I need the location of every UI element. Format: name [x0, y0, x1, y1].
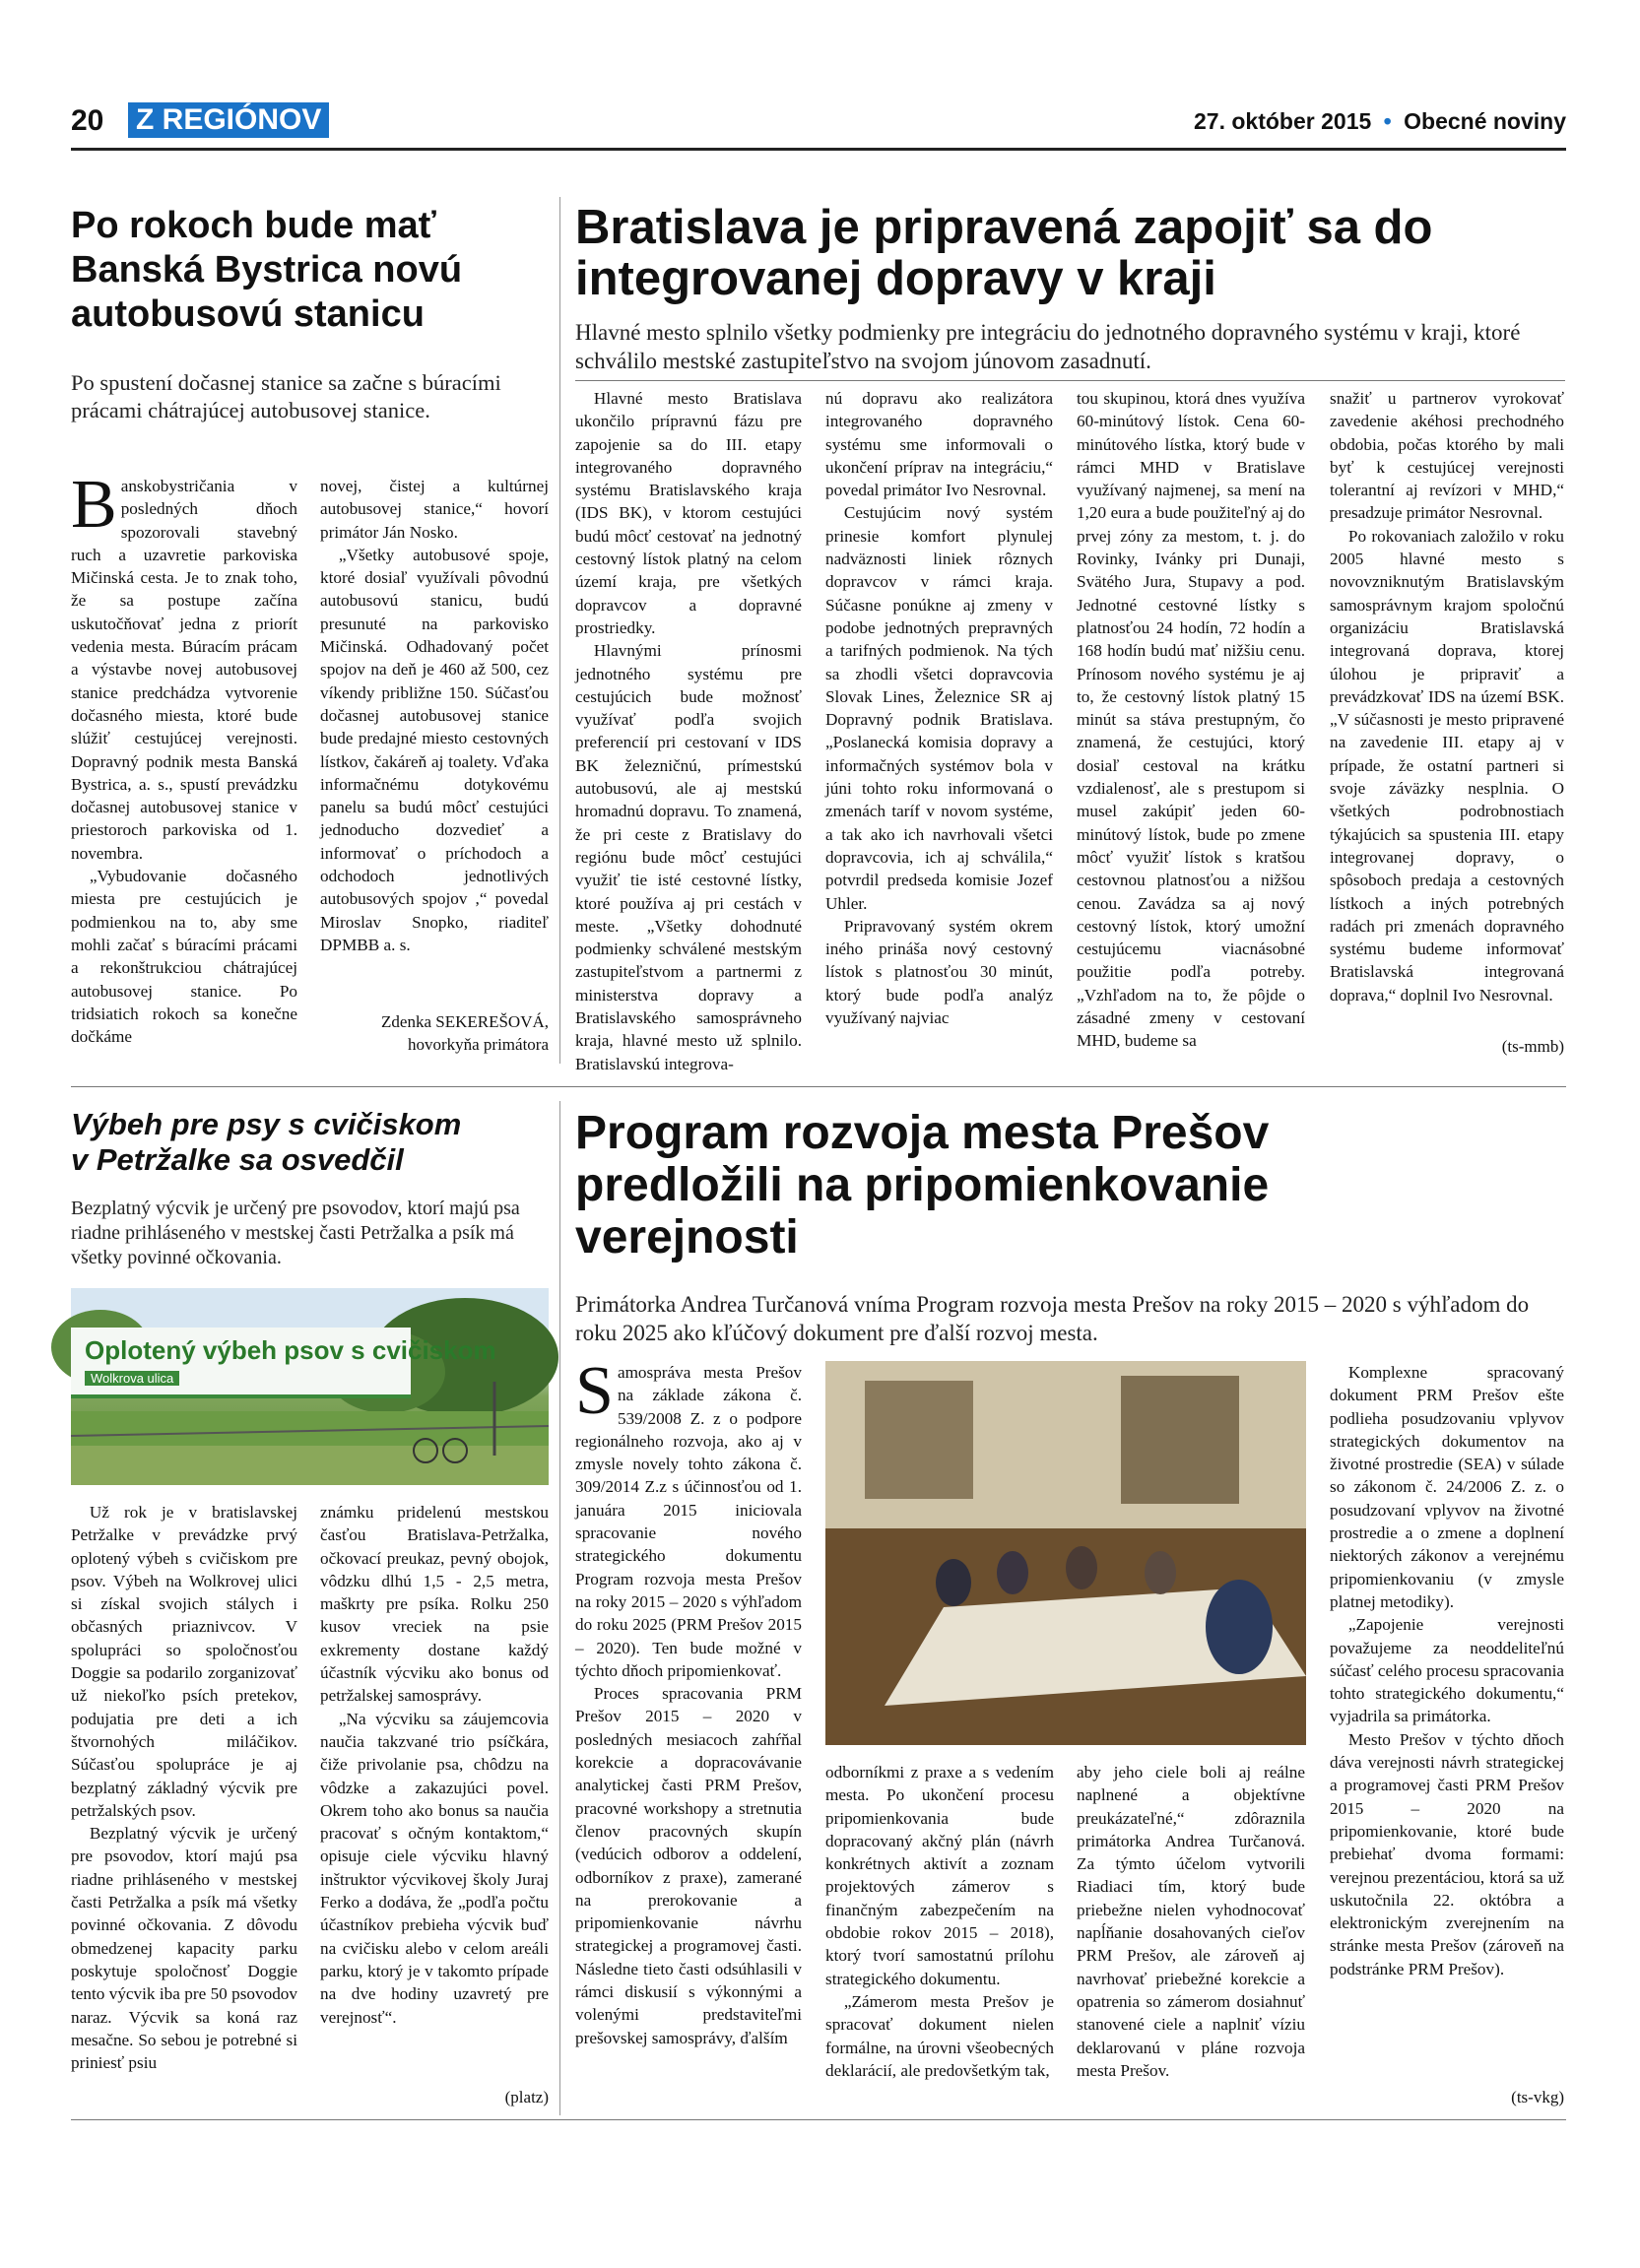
banner-title: Oplotený výbeh psov s cvičiskom — [85, 1335, 496, 1365]
article4-paragraph: aby jeho ciele boli aj reálne naplnené a objektívne preukázateľné,“ zdôraznila primátorka Andrea Turčanová. Za týmto účelom vytvorili Riadiaci tím, ktorý bude priebežne nielen vyhodnocovať napĺňanie dosahovaných cieľov PRM Prešov, ale zároveň aj navrhovať priebežné korekcie a opatrenia so zámerom dosiahnuť stanovené ciele a naplniť víziu deklarovanú v pláne rozvoja mesta Prešov. — [1077, 1763, 1305, 2080]
article4-headline: Program rozvoja mesta Prešov predložili na pripomienkovanie verejnosti — [575, 1107, 1270, 1264]
person — [936, 1559, 971, 1606]
article3-lead: Bezplatný výcvik je určený pre psovodov, ktorí majú psa riadne prihláseného v mestskej časti Petržalka a psík má všetky povinné očkovania. — [71, 1198, 520, 1268]
article2-lead: Hlavné mesto splnilo všetky podmienky pre integráciu do jednotného dopravného systému v kraji, ktoré schválilo mestské zastupiteľstvo na svojom júnovom zasadnutí. — [575, 320, 1521, 373]
article4-photo — [825, 1361, 1306, 1745]
article2-paragraph: Cestujúcim nový systém prinesie komfort plynulej nadväznosti liniek rôznych dopravcov v rámci kraja. Súčasne ponúkne aj zmeny v podobe jednotných prepravných a tarifných podmienok. Na tých sa zhodli všetci dopravcovia Slovak Lines, Železnice SR aj Dopravný podnik Bratislava. „Poslanecká komisia dopravy a informačných systémov bola v júni tohto roku informovaná o zmenách taríf v novom systéme, a tak ako ich navrhovali všetci dopravcovia, ich aj schválila,“ potvrdil predseda komisie Jozef Uhler. — [825, 503, 1053, 913]
article4-paragraph: „Zapojenie verejnosti považujeme za neoddeliteľnú súčasť celého procesu spracovania tohto strategického dokumentu,“ vyjadrila sa primátorka. — [1330, 1615, 1564, 1726]
article4-column-2 — [825, 1761, 1054, 2115]
article3-photo — [71, 1288, 549, 1485]
article4-paragraph: „Zámerom mesta Prešov je spracovať dokument nielen formálne, na úrovni všeobecných deklarácií, ale predovšetkým tak, — [825, 1991, 1054, 2080]
header-rule — [71, 148, 1566, 151]
article4-lead: Primátorka Andrea Turčanová vníma Program rozvoja mesta Prešov na roky 2015 – 2020 s výhľadom do roku 2025 ako kľúčový dokument pre ďalší rozvoj mesta. — [575, 1292, 1530, 1345]
column-divider — [559, 197, 560, 1064]
path — [71, 1446, 549, 1485]
article1-signature — [320, 1010, 549, 1056]
article3-paragraph: „Na výcviku sa záujemcovia naučia takzvané trio psíčkára, čiže privolanie psa, chôdzu na vôdzke a zakazujúci povel. Okrem toho ako bonus sa naučia pracovať s očným kontaktom,“ opisuje ciele výcviku hlavný inštruktor výcvikovej školy Juraj Ferko a dodáva, že „podľa počtu účastníkov prebieha výcvik buď na cvičisku alebo v celom areáli parku, ktorý je v takomto prípade na dve hodiny uzavretý pre verejnosť“. — [320, 1709, 549, 2027]
person — [1066, 1546, 1097, 1589]
person — [1145, 1551, 1176, 1594]
article2-signature: (ts-mmb) — [1501, 1037, 1564, 1056]
article3-column-2 — [320, 1501, 549, 2082]
bullet-separator: • — [1383, 108, 1392, 134]
article3-paragraph: Bezplatný výcvik je určený pre psovodov, ktorí majú psa riadne prihláseného v mestskej časti Petržalka a psík má všetky povinné očkovania. Z dôvodu obmedzenej kapacity parku poskytuje spoločnosť Doggie tento výcvik iba pre 50 psovodov naraz. Výcvik sa koná raz mesačne. So sebou je potrebné si priniesť psiu — [71, 1824, 297, 2073]
article4-paragraph: Proces spracovania PRM Prešov 2015 – 2020 v posledných mesiacoch zahŕňal korekcie a dopracovávanie analytickej časti PRM Prešov, pracovné workshopy a stretnutia členov pracovných skupín (vedúcich odborov a oddelení, odborníkov z praxe), zamerané na prerokovanie a pripomienkovanie návrhu strategickej a programovej časti. Následne tieto časti odsúhlasili v rámci diskusií s výkonnými a volenými predstaviteľmi prešovskej samosprávy, ďalším — [575, 1684, 802, 2047]
meeting-room-scene — [825, 1361, 1306, 1745]
article4-signature: (ts-vkg) — [1511, 2088, 1564, 2106]
article4-paragraph: Mesto Prešov v týchto dňoch dáva verejnosti návrh strategickej a programovej časti PRM Prešov 2015 – 2020 na pripomienkovanie, ktoré bude prebiehať dvoma formami: verejnou prezentáciou, ktorá sa už uskutočnila 22. októbra a elektronickým zverejnením na stránke mesta Prešov (zároveň na podstránke PRM Prešov). — [1330, 1729, 1564, 1978]
article3-signature: (platz) — [504, 2088, 549, 2106]
banner-subtitle: Wolkrova ulica — [85, 1371, 179, 1386]
article1-column-1 — [71, 467, 297, 1047]
article3-headline — [71, 1107, 554, 1178]
article3-paragraph: Už rok je v bratislavskej Petržalke v prevádzke prvý oplotený výbeh s cvičiskom pre psov. Výbeh na Wolkrovej ulici si získal svojich stálych i občasných priaznivcov. V spolupráci so spoločnosťou Doggie sa podarilo zorganizovať už niekoľko psích pretekov, podujatia pre deti a ich štvornohých miláčikov. Súčasťou spolupráce je aj bezplatný základný výcvik pre petržalských psov. — [71, 1503, 297, 1820]
article2-paragraph: nú dopravu ako realizátora integrovaného dopravného systému sme informovali o ukončení príprav na integráciu,“ povedal primátor Ivo Nesrovnal. — [825, 389, 1053, 500]
page-number: 20 — [71, 104, 104, 137]
page-header — [71, 102, 1566, 142]
article2-column-3 — [1077, 387, 1305, 1057]
person — [997, 1551, 1028, 1594]
article2-paragraph: Hlavné mesto Bratislava ukončilo prípravnú fázu pre zapojenie sa do III. etapy integrovaného dopravného systému Bratislavského kraja (IDS BK), v ktorom cestujúci budú môcť cestovať na jednotný cestovný lístok platný na celom území kraja, pre všetkých dopravcov a dopravné prostriedky. — [575, 389, 802, 637]
article2-paragraph: tou skupinou, ktorá dnes využíva 60-minútový lístok. Cena 60-minútového lístka, ktorý bude v rámci MHD v Bratislave využívaný najmenej, sa mení na 1,20 eura a bude použiteľný aj do prvej zóny za mestom, t. j. do Rovinky, Ivánky pri Dunaji, Svätého Jura, Stupavy a pod. Jednotné cestovné lístky s platnosťou 24 hodín, 72 hodín a 168 hodín budú mať nižšiu cenu. Prínosom nového systému je aj to, že cestovný lístok platný 15 minút sa stáva prestupným, čo znamená, že cestujúci, ktorý dosiaľ cestoval na krátku vzdialenosť, ale s prestupom si musel zakúpiť jeden 60-minútový lístok, bude po zmene môcť využiť lístok s kratšou cestovnou platnosťou a nižšou cenou. Zavádza sa aj nový cestovný lístok, ktorý umožní cestujúcemu viacnásobné použitie podľa potreby. „Vzhľadom na to, že pôjde o zásadné zmeny v cestovaní MHD, budeme sa — [1077, 389, 1305, 1051]
article3-paragraph: známku pridelenú mestskou časťou Bratislava-Petržalka, očkovací preukaz, pevný obojok, vôdzku dlhú 1,5 - 2,5 metra, maškrty pre psíka. Rolku 250 kusov vreciek na psie exkrementy dostane každý účastník výcviku ako bonus od petržalskej samosprávy. — [320, 1503, 549, 1706]
article2-column-4 — [1330, 387, 1564, 1037]
article4-column-4 — [1330, 1361, 1564, 2070]
section-divider — [71, 1086, 1566, 1087]
article4-paragraph: Komplexne spracovaný dokument PRM Prešov ešte podlieha posudzovaniu vplyvov strategických dokumentov na životné prostredie (SEA) v súlade so zákonom č. 24/2006 Z. z. o posudzovaní vplyvov na životné prostredie a o zmene a doplnení niektorých zákonov a verejnému pripomienkovaniu (v zmysle platnej metodiky). — [1330, 1363, 1564, 1611]
article2-headline: Bratislava je pripravená zapojiť sa do integrovanej dopravy v kraji — [575, 201, 1433, 305]
article2-paragraph: snažiť u partnerov vyrokovať zavedenie akéhosi prechodného obdobia, počas ktorého by mali byť k cestujúcej verejnosti tolerantní aj revízori v MHD,“ presadzuje primátor Nesrovnal. — [1330, 389, 1564, 523]
header-meta — [1194, 108, 1566, 135]
article2-column-2 — [825, 387, 1053, 1057]
article1-paragraph: „Všetky autobusové spoje, ktoré dosiaľ využívali pôvodnú autobusovú stanicu, budú presunuté na parkovisko Mičinská. Odhadovaný počet spojov na deň je 460 až 500, cez víkendy približne 150. Súčasťou dočasnej autobusovej stanice bude predajné miesto cestovných lístkov, čakáreň aj toalety. Vďaka informačnému dotykovému panelu sa budú môcť cestujúci jednoducho dozvedieť a informovať o príchodoch a odchodoch jednotlivých autobusových spojov ,“ povedal Miroslav Snopko, riaditeľ DPMBB a. s. — [320, 545, 549, 954]
footer-rule — [71, 2119, 1566, 2120]
publication-name: Obecné noviny — [1404, 108, 1566, 134]
issue-date: 27. október 2015 — [1194, 108, 1372, 134]
headline-line: Výbeh pre psy s cvičiskom — [71, 1107, 462, 1141]
article1-paragraph: „Vybudovanie dočasného miesta pre cestujúcich je podmienkou na to, aby sme mohli začať s búracími prácami a rekonštrukciou chátrajúcej autobusovej stanice. Po tridsiatich rokoch sa konečne dočkáme — [71, 867, 297, 1047]
section-label: Z REGIÓNOV — [128, 102, 329, 138]
article1-headline: Po rokoch bude mať Banská Bystrica novú autobusovú stanicu — [71, 205, 463, 335]
article1-dropcap: B — [71, 467, 117, 543]
display-cabinet — [865, 1381, 973, 1499]
article2-lead-rule — [575, 380, 1565, 381]
article1-paragraph: novej, čistej a kultúrnej autobusovej stanice,“ hovorí primátor Ján Nosko. — [320, 477, 549, 542]
person — [1206, 1580, 1273, 1674]
article4-column-1 — [575, 1353, 802, 2119]
article2-paragraph: Po rokovaniach založilo v roku 2005 hlavné mesto s novovzniknutým Bratislavským samosprávnym krajom spoločnú organizáciu Bratislavská integrovaná doprava, ktorej úlohou je pripraviť a prevádzkovať IDS na území BSK. „V súčasnosti je mesto pripravené na zavedenie III. etapy aj v prípade, že ostatní partneri si svoje záväzky nesplnia. O všetkých podrobnostiach týkajúcich sa spustenia III. etapy integrovanej dopravy, o spôsoboch predaja a cestovných lístkoch a iných potrebných radách pri zmenách dopravného systému budeme informovať Bratislavská integrovaná doprava,“ doplnil Ivo Nesrovnal. — [1330, 526, 1564, 1004]
article4-dropcap: S — [575, 1353, 614, 1429]
article1-paragraph: anskobystričania v posledných dňoch spozorovali stavebný ruch a uzavretie parkoviska Mičinská cesta. Je to znak toho, že sa postupe začína uskutočňovať jedna z priorít vedenia mesta. Búracím prácam a výstavbe novej autobusovej stanice predchádza vytvorenie dočasného miesta, ktoré bude slúžiť cestujúcej verejnosti. Dopravný podnik mesta Banská Bystrica, a. s., spustí prevádzku dočasnej autobusovej stanice v priestoroch parkoviska od 1. novembra. — [71, 477, 297, 863]
article3-column-1 — [71, 1501, 297, 2111]
article1-column-2 — [320, 475, 549, 1006]
article4-column-3 — [1077, 1761, 1305, 2115]
signature-name: Zdenka SEKEREŠOVÁ, — [381, 1012, 549, 1031]
article2-paragraph: Hlavnými prínosmi jednotného systému pre cestujúcich bude možnosť využívať podľa svojich preferencií pri cestovaní v IDS BK železničnú, prímestskú autobusovú, ale aj mestskú hromadnú dopravu. To znamená, že pri ceste z Bratislavy do regiónu bude môcť cestujúci využiť tie isté cestovné lístky, ktoré používa aj pri cestách v meste. „Všetky dohodnuté podmienky schválené mestským zastupiteľstvom a partnermi z ministerstva dopravy a Bratislavského samosprávneho kraja, hlavné mesto už splnilo. Bratislavskú integrova- — [575, 641, 802, 1073]
signature-role: hovorkyňa primátora — [407, 1035, 549, 1054]
headline-line: v Petržalke sa osvedčil — [71, 1142, 404, 1177]
column-divider — [559, 1101, 560, 2115]
photo-banner — [71, 1328, 496, 1398]
article2-paragraph: Pripravovaný systém okrem iného prináša nový cestovný lístok s platnosťou 30 minút, ktorý bude podľa analýz využívaný najviac — [825, 916, 1053, 1028]
display-cabinet — [1121, 1376, 1239, 1504]
article2-column-1 — [575, 387, 802, 1073]
article4-paragraph: amospráva mesta Prešov na základe zákona č. 539/2008 Z. z o podpore regionálneho rozvoja, ako aj v zmysle novely tohto zákona č. 309/2014 Z.z s účinnosťou od 1. januára 2015 iniciovala spracovanie nového strategického dokumentu Program rozvoja mesta Prešov na roky 2015 – 2020 s výhľadom do roku 2025 (PRM Prešov 2015 – 2020). Ten bude možné v týchto dňoch pripomienkovať. — [575, 1363, 802, 1680]
article1-lead: Po spustení dočasnej stanice sa začne s búracími prácami chátrajúcej autobusovej stanice. — [71, 370, 501, 422]
article4-paragraph: odborníkmi z praxe a s vedením mesta. Po ukončení procesu pripomienkovania bude dopracovaný akčný plán (návrh konkrétnych aktivít a zoznam projektových zámerov s finančným zabezpečením na obdobie rokov 2015 – 2018), ktorý tvorí samostatnú prílohu strategického dokumentu. — [825, 1763, 1054, 1988]
